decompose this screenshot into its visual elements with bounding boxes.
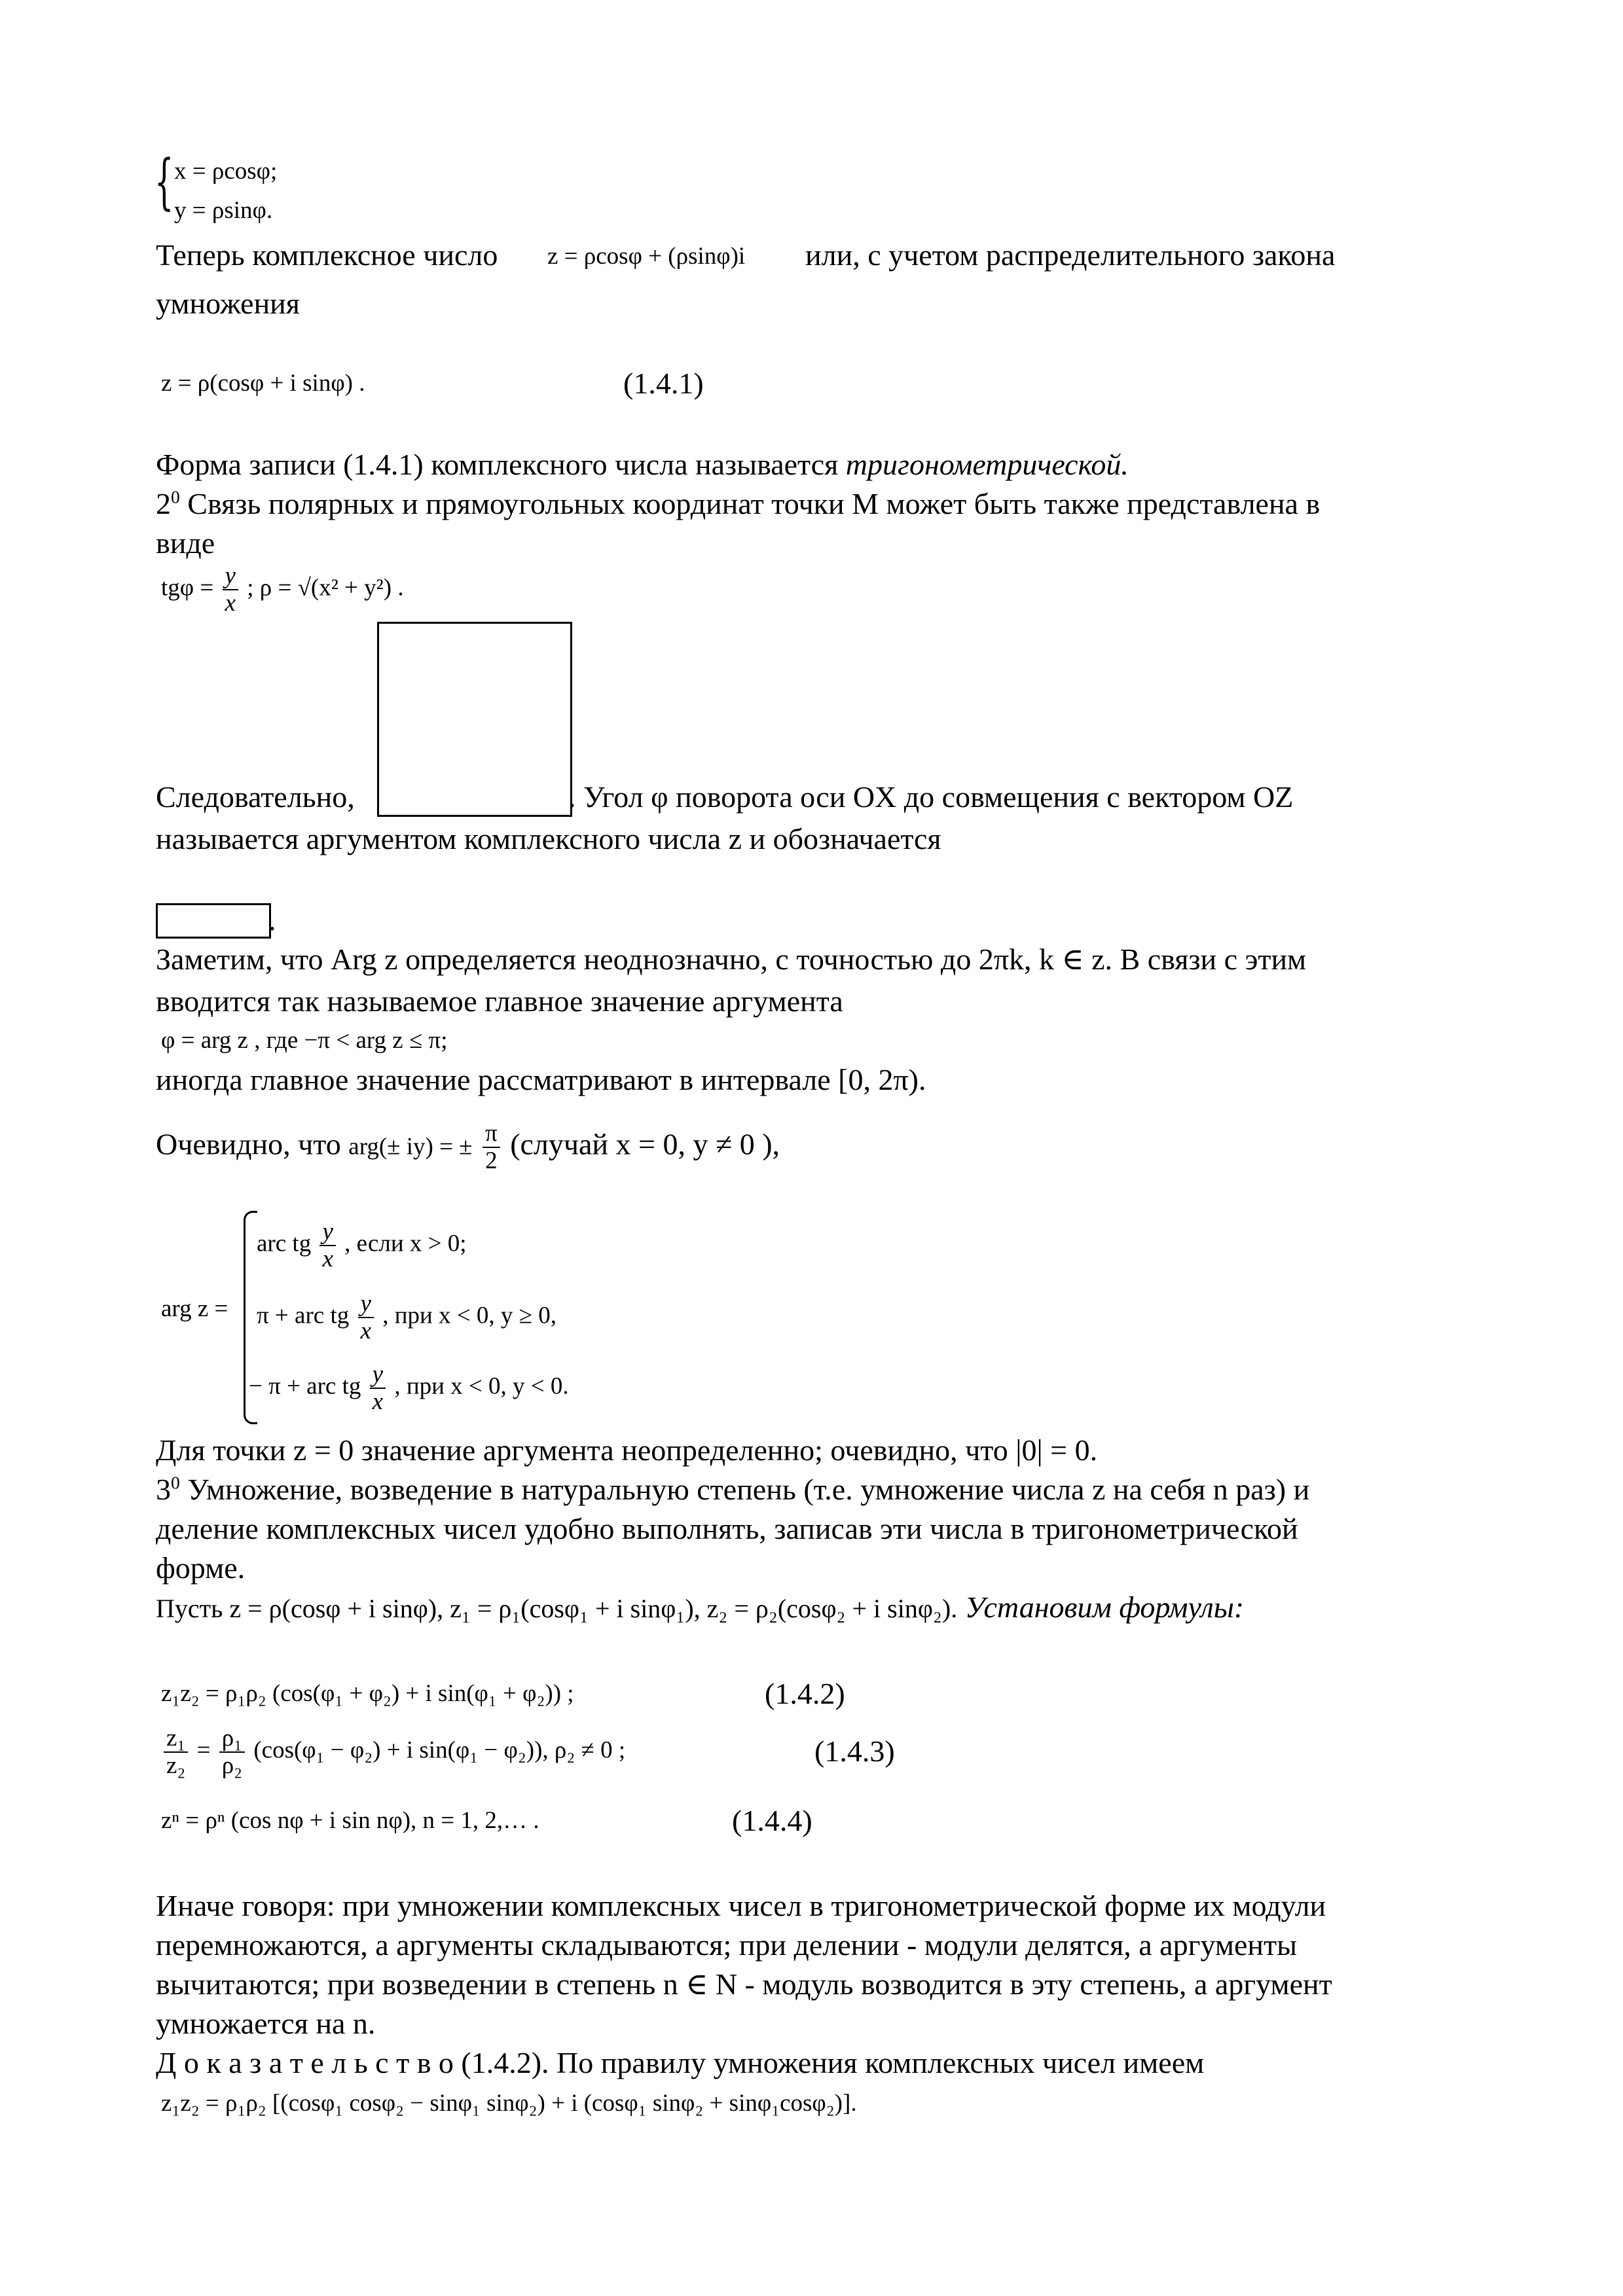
text-span: (случай x = 0, y ≠ 0 ), <box>510 1127 780 1161</box>
text-line: Следовательно, <box>156 780 355 814</box>
fraction <box>319 1219 335 1272</box>
numerator: π <box>483 1121 500 1148</box>
denominator: ρ₂ <box>221 1752 243 1779</box>
text-line: Для точки z = 0 значение аргумента неопределенно; очевидно, что |0| = 0. <box>156 1433 1098 1467</box>
equation-number: (1.4.2) <box>765 1677 845 1710</box>
system-line-1: x = ρcosφ; <box>174 158 278 185</box>
section-heading-2 <box>156 484 1320 524</box>
formula-line: z₁z₂ = ρ₁ρ₂ [(cosφ₁ cosφ₂ − sinφ₁ sinφ₂) + i (cosφ₁ sinφ₂ + sinφ₁cosφ₂)]. <box>161 2090 857 2117</box>
text-line <box>156 445 1129 484</box>
text-line: Заметим, что Arg z определяется неоднозначно, с точностью до 2πk, k ∈ z. В связи с этим <box>156 942 1307 976</box>
section-heading-3 <box>156 1470 1309 1509</box>
equation-number: (1.4.4) <box>732 1804 812 1837</box>
formula-line: φ = arg z , где −π < arg z ≤ π; <box>161 1027 448 1054</box>
text-line: называется аргументом комплексного числа z и обозначается <box>156 822 941 855</box>
case-1 <box>257 1219 467 1272</box>
text-line: умножения <box>156 287 300 320</box>
image-placeholder-box <box>377 622 572 817</box>
numerator: y <box>223 563 238 590</box>
text-span: Очевидно, что <box>156 1127 341 1161</box>
text-line: . Угол φ поворота оси OX до совмещения с вектором OZ <box>568 780 1294 814</box>
text-line: иногда главное значение рассматривают в интервале [0, 2π). <box>156 1063 926 1096</box>
text-span: . <box>268 903 276 937</box>
text-line: Теперь комплексное число <box>156 238 498 272</box>
fraction <box>370 1361 386 1415</box>
denominator: x <box>372 1388 384 1415</box>
text-line: перемножаются, а аргументы складываются; при делении - модули делятся, а аргументы <box>156 1928 1297 1962</box>
inline-formula: z = ρcosφ + (ρsinφ)i <box>547 243 746 270</box>
system-line-2: y = ρsinφ. <box>174 197 273 224</box>
fraction <box>223 563 238 617</box>
text-line: форме. <box>156 1551 246 1585</box>
numerator: y <box>358 1291 374 1318</box>
equation-rest: (cos(φ₁ − φ₂) + i sin(φ₁ − φ₂)), ρ₂ ≠ 0 ; <box>253 1736 626 1764</box>
denominator: z₂ <box>166 1752 186 1779</box>
numerator: ρ₁ <box>219 1725 245 1753</box>
fraction <box>483 1121 500 1174</box>
equation-number: (1.4.3) <box>814 1734 895 1768</box>
section-sup: 0 <box>171 486 180 507</box>
text-line: Д о к а з а т е л ь с т в о (1.4.2). По правилу умножения комплексных чисел имеем <box>156 2046 1205 2079</box>
case-text: π + arc tg <box>257 1302 350 1329</box>
denominator: x <box>225 590 236 617</box>
case-3 <box>249 1361 569 1415</box>
case-text: − π + arc tg <box>249 1372 361 1400</box>
arg-lhs: arg z = <box>161 1295 228 1322</box>
equation-1-4-2: z₁z₂ = ρ₁ρ₂ (cos(φ₁ + φ₂) + i sin(φ₁ + φ₂)) ; <box>161 1680 574 1707</box>
text-line <box>156 1121 780 1174</box>
fraction <box>219 1725 245 1779</box>
text-line: или, с учетом распределительного закона <box>805 238 1336 272</box>
case-text: arc tg <box>257 1230 312 1257</box>
case-cond: , при x < 0, y ≥ 0, <box>382 1302 556 1329</box>
image-placeholder-small <box>156 903 271 939</box>
tg-rest: ; ρ = √(x² + y²) . <box>247 574 404 601</box>
tg-lhs: tgφ = <box>161 574 214 601</box>
fraction <box>358 1291 374 1344</box>
fraction <box>164 1725 188 1779</box>
system-brace: { <box>155 147 174 217</box>
equation-1-4-1: z = ρ(cosφ + i sinφ) . <box>161 370 365 397</box>
numerator: z₁ <box>164 1725 188 1753</box>
numerator: y <box>370 1361 386 1389</box>
text-line <box>156 1588 1244 1628</box>
text-line: виде <box>156 526 215 560</box>
text-line: умножается на n. <box>156 2007 376 2040</box>
text-line: деление комплексных чисел удобно выполнять, записав эти числа в тригонометрической <box>156 1512 1298 1545</box>
inline-formula: Пусть z = ρ(cosφ + i sinφ), z₁ = ρ₁(cosφ₁ + i sinφ₁), z₂ = ρ₂(cosφ₂ + i sinφ₂). <box>156 1594 958 1623</box>
section-number: 3 <box>156 1473 171 1506</box>
numerator: y <box>319 1219 335 1246</box>
section-number: 2 <box>156 487 171 520</box>
equation-1-4-4: zⁿ = ρⁿ (cos nφ + i sin nφ), n = 1, 2,… . <box>161 1807 539 1834</box>
inline-formula: arg(± iy) = ± <box>348 1133 473 1160</box>
text-line: вводится так называемое главное значение аргумента <box>156 984 843 1018</box>
equation-number: (1.4.1) <box>623 367 704 400</box>
denominator: x <box>322 1246 333 1272</box>
text-line: вычитаются; при возведении в степень n ∈ N - модуль возводится в эту степень, а аргумент <box>156 1967 1332 2001</box>
tg-formula <box>161 563 404 617</box>
equation-1-4-3: $\frac{\text{z₁}}{\text{z₂}}$ = $\frac{\text{ρ₁}}{\text{ρ₂}}$ (cos(φ₁ − φ₂) + i sin(φ₁ − φ₂)), ρ₂ ≠ 0 ; <box>161 1725 625 1779</box>
section-sup: 0 <box>171 1472 180 1493</box>
denominator: x <box>360 1318 371 1344</box>
denominator: 2 <box>485 1147 498 1174</box>
text-span: Форма записи (1.4.1) комплексного числа называется <box>156 448 839 481</box>
text-span: Связь полярных и прямоугольных координат точки M может быть также представлена в <box>187 487 1321 520</box>
text-span: Умножение, возведение в натуральную степень (т.е. умножение числа z на себя n раз) и <box>187 1473 1310 1506</box>
case-cond: , если x > 0; <box>344 1230 467 1257</box>
case-2 <box>257 1291 556 1344</box>
text-line: Иначе говоря: при умножении комплексных чисел в тригонометрической форме их модули <box>156 1889 1326 1922</box>
emphasis-text: Установим формулы: <box>964 1590 1245 1624</box>
emphasis-text: тригонометрической. <box>845 448 1129 481</box>
case-cond: , при x < 0, y < 0. <box>394 1372 569 1400</box>
